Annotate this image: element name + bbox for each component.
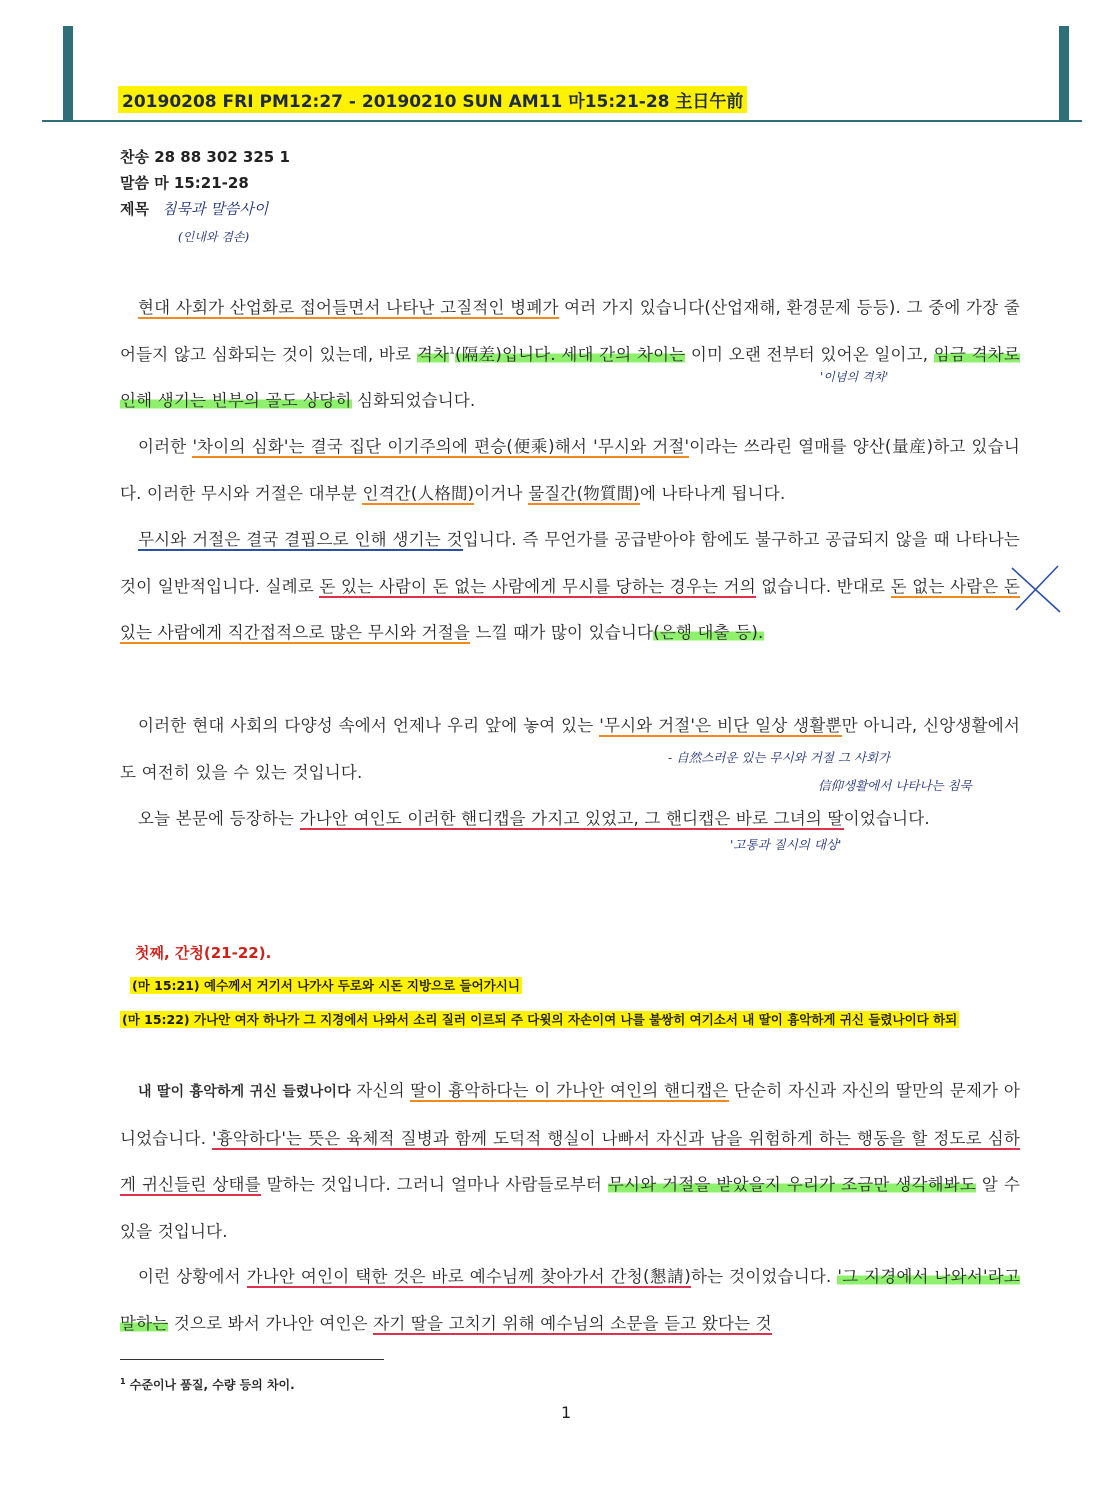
quoted-verse: 내 딸이 흉악하게 귀신 들렸나이다: [138, 1084, 351, 1100]
text-run: 이거나: [474, 483, 529, 503]
footnote-text: 수준이나 품질, 수량 등의 차이.: [129, 1378, 295, 1392]
highlighted-term: 격차: [416, 344, 450, 364]
handwritten-subtitle: (인내와 겸손): [178, 230, 250, 244]
hymn-line: 찬송 28 88 302 325 1: [120, 148, 290, 166]
left-margin-bar: [63, 26, 73, 122]
text-run: 말하는 것입니다. 그러니 얼마나 사람들로부터: [260, 1175, 608, 1194]
text-run: 이런 상황에서: [138, 1267, 247, 1286]
handwritten-note-difference: '이념의 격차': [820, 370, 889, 384]
verse-text: (마 15:22) 가나안 여자 하나가 그 지경에서 나와서 소리 질러 이르되 주 다윗의 자손이여 나를 불쌍히 여기소서 내 딸이 흉악하게 귀신 들렸나이다 하되: [122, 1012, 958, 1027]
footnote-ref: 1: [449, 346, 456, 356]
underlined-phrase: '차이의 심화'는 결국 집단 이기주의에 편승(便乘)해서 '무시와 거절': [192, 437, 690, 456]
underlined-phrase: '무시와 거절'은 비단 일상 생활뿐: [599, 716, 842, 735]
text-run: 만 아니라, 신앙생활에서도 여전히 있을 수 있는 것입니다.: [120, 716, 1020, 782]
underlined-term: 인격간(人格間): [362, 483, 475, 503]
underlined-term: 물질간(物質間): [528, 483, 640, 503]
text-run: 입니다. 즉 무언가를 공급받아야 함에도 불구하고 공급되지 않을 때 나타나는 것이 일반적입니다. 실례로: [120, 530, 1020, 596]
footnote: [120, 1376, 295, 1393]
header-rule: [42, 120, 1082, 122]
paragraph-1: [120, 285, 1020, 425]
highlighted-phrase: (은행 대출 등).: [653, 623, 764, 642]
handwritten-note-burden: '고통과 질시의 대상': [730, 837, 842, 852]
text-run: 이러한 현대 사회의 다양성 속에서 언제나 우리 앞에 놓여 있는: [138, 716, 600, 735]
text-run: 이라는 쓰라린 열매를 양산(量産)하고 있습니다. 이러한 무시와 거절은 대부분: [120, 437, 1020, 503]
paragraph-6: [120, 1068, 1020, 1255]
text-run: 하는 것이었습니다.: [690, 1267, 838, 1286]
handwritten-title: 침묵과 말씀사이: [162, 200, 269, 218]
text-run: 이러한: [138, 437, 193, 456]
text-run: 자신의: [350, 1081, 411, 1100]
text-run: 없습니다. 반대로: [755, 576, 891, 596]
text-run: 여러 가지 있습니다(산업재해, 환경문제 등등). 그 중에 가장 줄어들지 않고 심화되는 것이 있는데, 바로: [120, 298, 1020, 364]
highlighted-phrase: (隔差)입니다. 세대 간의 차이는: [455, 344, 686, 364]
verse-22: [120, 1003, 1020, 1037]
text-run: 이미 오랜 전부터 있어온 일이고,: [685, 344, 934, 364]
footnote-rule: [120, 1359, 384, 1360]
underlined-phrase: 자기 딸을 고치기 위해 예수님의 소문을 듣고 왔다는 것: [373, 1313, 772, 1333]
paragraph-7: [120, 1254, 1020, 1347]
underlined-phrase: 돈 있는 사람이 돈 없는 사람에게 무시를 당하는 경우는 거의: [319, 576, 756, 596]
text-run: 오늘 본문에 등장하는: [138, 809, 300, 828]
underlined-phrase: 돈 없는 사람은 돈 있는 사람에게 직간접적으로 많은 무시와 거절을: [120, 576, 1020, 642]
verse-text: (마 15:21) 예수께서 거기서 나가사 두로와 시돈 지방으로 들어가시니: [132, 978, 520, 993]
scripture-line: 말씀 마 15:21-28: [120, 174, 249, 192]
handwritten-x-mark: [1006, 560, 1066, 620]
text-run: 이었습니다.: [843, 809, 930, 828]
underlined-phrase: 가나안 여인이 택한 것은 바로 예수님께 찾아가서 간청(懇請): [246, 1267, 691, 1286]
underlined-phrase: '흉악하다'는 뜻은 육체적 질병과 함께 도덕적 행실이 나빠서 자신과 남을 위험하게 하는 행동을 할 정도로 심하게 귀신들린 상태를: [120, 1128, 1020, 1194]
handwritten-note-ignore-2: 信仰생활에서 나타나는 침묵: [818, 778, 972, 793]
text-run: 것으로 봐서 가나안 여인은: [168, 1313, 374, 1333]
section-title: 첫째, 간청(21-22).: [135, 944, 272, 962]
paragraph-5: [120, 796, 1020, 843]
underlined-phrase: 현대 사회가 산업화로 접어들면서 나타난 고질적인 병폐가: [138, 298, 559, 317]
paragraph-3: [120, 517, 1020, 657]
text-run: 심화되었습니다.: [351, 391, 476, 410]
underlined-phrase: 무시와 거절은 결국 결핍으로 인해 생기는 것: [138, 530, 463, 549]
highlighted-phrase: 임금 격차로 인해 생기는 빈부의 골도 상당히: [120, 344, 1021, 410]
text-run: 알 수 있을 것입니다.: [120, 1175, 1020, 1241]
verse-21: [130, 969, 1020, 1003]
highlighted-phrase: 무시와 거절을 받았을지 우리가 조금만 생각해봐도: [607, 1175, 977, 1194]
underlined-phrase: 딸이 흉악하다는 이 가나안 여인의 핸디캡은: [410, 1081, 729, 1100]
footnote-marker: 1: [120, 1377, 126, 1386]
paragraph-2: [120, 424, 1020, 517]
right-margin-bar: [1059, 26, 1069, 122]
text-run: 에 나타나게 됩니다.: [639, 483, 786, 503]
page-number: 1: [561, 1403, 572, 1422]
title-label: 제목: [120, 200, 149, 218]
header-title: 20190208 FRI PM12:27 - 20190210 SUN AM11 마15:21-28 主日午前: [118, 86, 747, 113]
underlined-phrase: 가나안 여인도 이러한 핸디캡을 가지고 있었고, 그 핸디캡은 바로 그녀의 딸: [299, 809, 844, 828]
highlighted-phrase: '그 지경에서 나와서'라고 말하는: [120, 1267, 1020, 1333]
text-run: 단순히 자신과 자신의 딸만의 문제가 아니었습니다.: [120, 1081, 1020, 1148]
text-run: 느낄 때가 많이 있습니다: [470, 623, 654, 642]
handwritten-note-ignore-1: - 自然스러운 있는 무시와 거절 그 사회가: [668, 750, 891, 765]
